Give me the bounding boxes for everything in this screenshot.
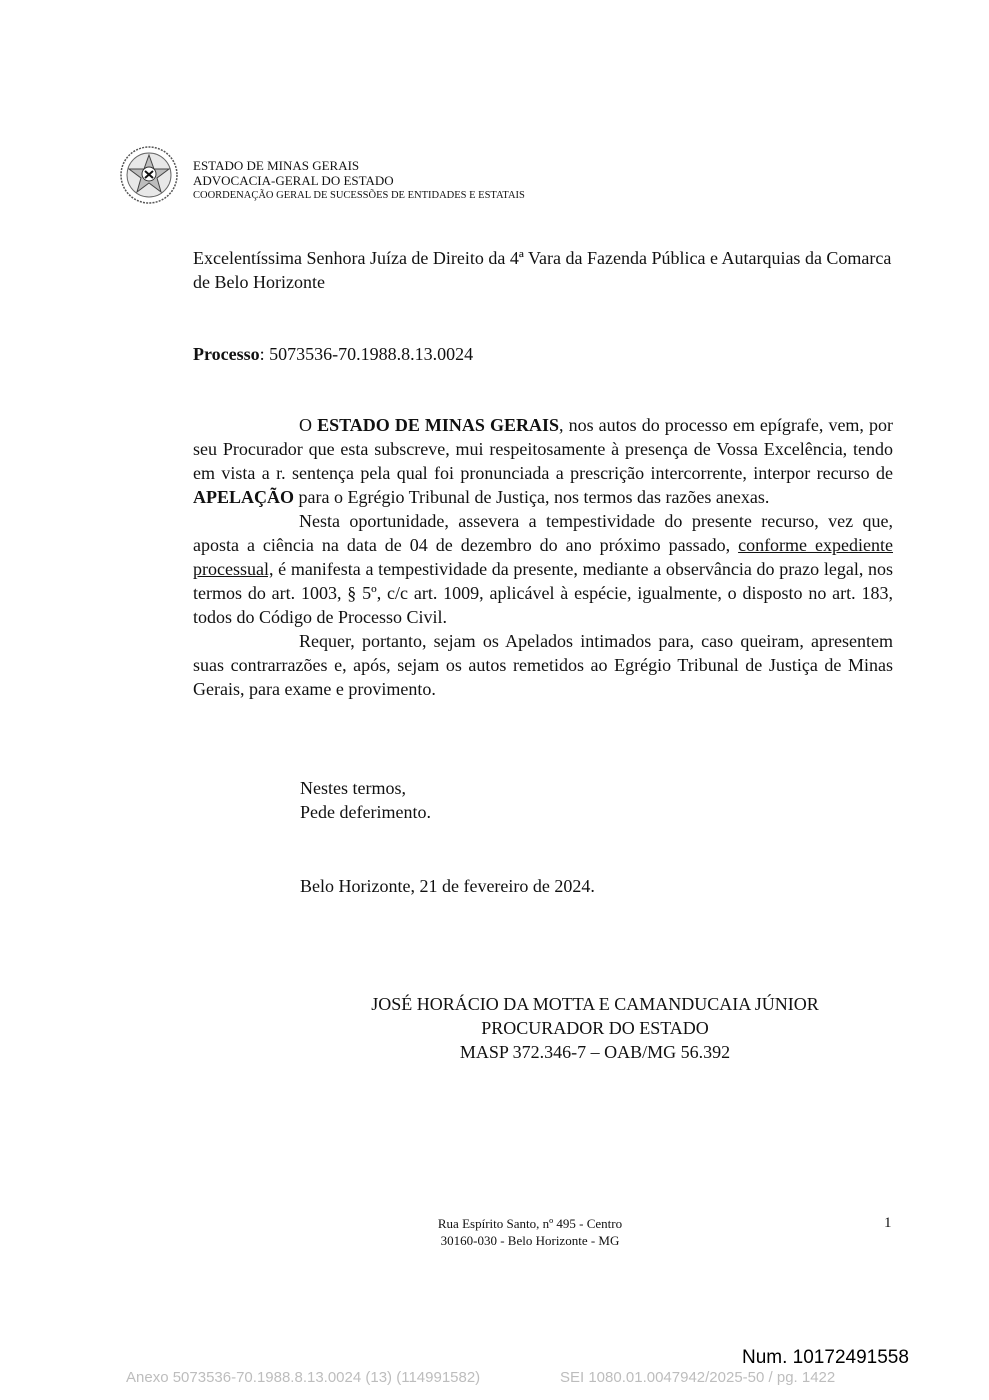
- closing-line2: Pede deferimento.: [300, 802, 431, 822]
- signature-block: [300, 992, 890, 1064]
- paragraph-appeal: [193, 413, 893, 509]
- text-span: Nesta oportunidade, assevera a tempestividade do presente recurso, vez que, aposta a ciência na data de 04 de dezembro do ano próximo passado,: [193, 511, 893, 555]
- text-span: O: [299, 415, 318, 435]
- letterhead-agency: ADVOCACIA-GERAL DO ESTADO: [193, 173, 394, 188]
- underlined-span: conforme expediente processual,: [193, 535, 893, 579]
- process-number-value: 5073536-70.1988.8.13.0024: [269, 344, 474, 364]
- signer-ids: MASP 372.346-7 – OAB/MG 56.392: [459, 1042, 731, 1062]
- footer-address-line2: 30160-030 - Belo Horizonte - MG: [440, 1233, 620, 1248]
- text-span: para o Egrégio Tribunal de Justiça, nos termos das razões anexas.: [294, 487, 770, 507]
- annex-watermark: Anexo 5073536-70.1988.8.13.0024 (13) (114991582): [126, 1369, 481, 1386]
- date-line: Belo Horizonte, 21 de fevereiro de 2024.: [300, 876, 595, 896]
- letterhead-state: ESTADO DE MINAS GERAIS: [193, 158, 360, 173]
- closing-line1: Nestes termos,: [300, 778, 406, 798]
- signer-name: JOSÉ HORÁCIO DA MOTTA E CAMANDUCAIA JÚNIOR: [371, 994, 819, 1014]
- signer-title: PROCURADOR DO ESTADO: [481, 1018, 709, 1038]
- closing: [300, 776, 431, 824]
- petition-body: [193, 413, 893, 701]
- process-separator: :: [259, 344, 270, 364]
- paragraph-timeliness: [193, 509, 893, 629]
- text-span: , nos autos do processo em epígrafe, vem, por seu Procurador que esta subscreve, mui respeitosamente à presença de Vossa Excelência, tendo em vista a r. sentença pela qual foi pronunciada a prescrição intercorrente, interpor recurso de: [193, 415, 894, 483]
- coat-of-arms-seal-icon: [119, 145, 179, 205]
- paragraph-request: Requer, portanto, sejam os Apelados intimados para, caso queiram, apresentem suas contrarrazões e, após, sejam os autos remetidos ao Egrégio Tribunal de Justiça de Minas Gerais, para exame e provimento.: [193, 631, 893, 699]
- text-span: é manifesta a tempestividade da presente, mediante a observância do prazo legal, nos termos do art. 1003, § 5º, c/c art. 1009, aplicável à espécie, igualmente, o disposto no art. 183, todos do Código de Processo Civil.: [193, 559, 893, 627]
- footer-address: [380, 1215, 680, 1249]
- process-label: Processo: [193, 344, 260, 364]
- letterhead-coordination: COORDENAÇÃO GERAL DE SUCESSÕES DE ENTIDADES E ESTATAIS: [193, 190, 525, 201]
- bold-span: APELAÇÃO: [193, 487, 295, 507]
- page-number: 1: [884, 1215, 892, 1231]
- sei-watermark: SEI 1080.01.0047942/2025-50 / pg. 1422: [560, 1369, 836, 1386]
- document-number-stamp: Num. 10172491558: [742, 1347, 909, 1368]
- bold-span: ESTADO DE MINAS GERAIS: [317, 415, 560, 435]
- footer-address-line1: Rua Espírito Santo, nº 495 - Centro: [437, 1216, 623, 1231]
- addressee: Excelentíssima Senhora Juíza de Direito da 4ª Vara da Fazenda Pública e Autarquias da Comarca de Belo Horizonte: [193, 248, 892, 292]
- letterhead: [193, 158, 525, 203]
- process-number: [193, 342, 473, 366]
